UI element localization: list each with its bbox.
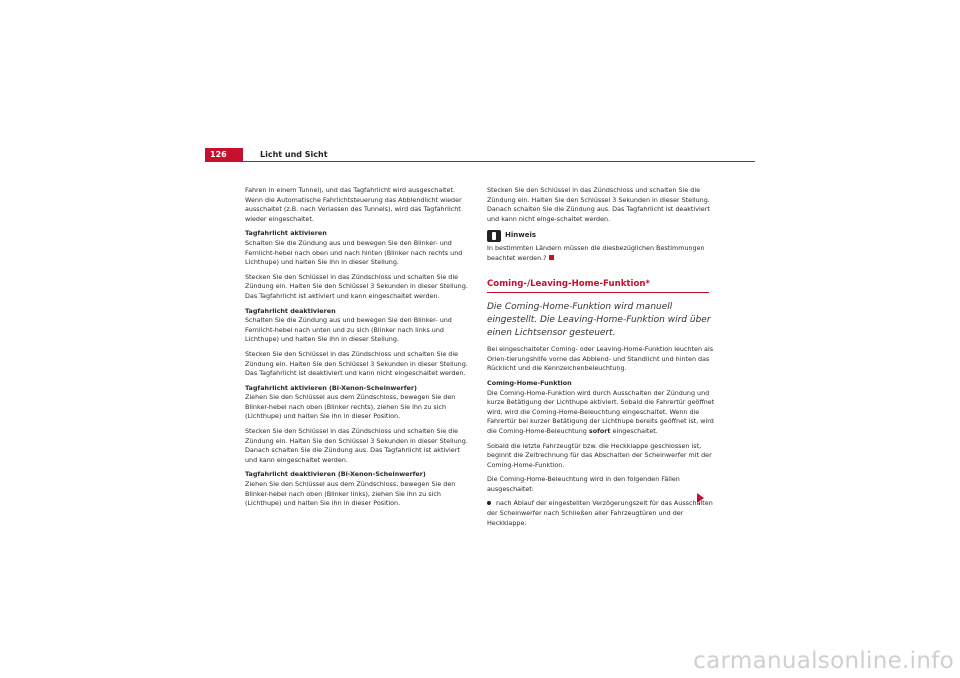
note-text: In bestimmten Ländern müssen die diesbezüglichen Bestimmungen beachtet werden.? — [487, 244, 705, 262]
lead-text: Die Coming-Home-Funktion wird manuell eingestellt. Die Leaving-Home-Funktion wird über einen Lichtsensor gesteuert. — [487, 302, 711, 339]
section-heading: Coming-/Leaving-Home-Funktion* — [487, 278, 650, 289]
paragraph: Schalten Sie die Zündung aus und bewegen Sie den Blinker- und Fernlicht-hebel nach oben und nach hinten (Blinker nach rechts und Lichthupe) und halten Sie ihn in dieser Stellung. — [245, 238, 463, 267]
subheading: Tagfahrlicht deaktivieren — [245, 306, 336, 315]
bullet-icon — [487, 501, 491, 505]
paragraph: Sobald die letzte Fahrzeugtür bzw. die Heckklappe geschlossen ist, beginnt die Zeitrechnung für das Abschalten der Scheinwerfer mit der Coming-Home-Funktion. — [487, 441, 712, 469]
paragraph: Bei eingeschalteter Coming- oder Leaving-Home-Funktion leuchten als Orien-tierungshilfe vorne das Abblend- und Standlicht und hinten das Rücklicht und die Kennzeichenbeleuchtung. — [487, 345, 714, 373]
left-column — [245, 186, 473, 514]
subheading: Tagfahrlicht aktivieren — [245, 229, 327, 238]
subheading: Tagfahrlicht deaktivieren (Bi-Xenon-Scheinwerfer) — [245, 470, 426, 479]
paragraph: Schalten Sie die Zündung aus und bewegen Sie den Blinker- und Fernlicht-hebel nach unten und zu sich (Blinker nach links und Lichthupe) und halten Sie ihn in dieser Stellung. — [245, 316, 452, 344]
paragraph: Stecken Sie den Schlüssel in das Zündschloss und schalten Sie die Zündung ein. Halten Sie den Schlüssel 3 Sekunden in dieser Stellung. Das Tagfahrlicht ist deaktiviert und kann nicht eingeschaltet werden. — [245, 349, 468, 378]
paragraph: Stecken Sie den Schlüssel in das Zündschloss und schalten Sie die Zündung ein. Halten Sie den Schlüssel 3 Sekunden in dieser Stellung. Danach schalten Sie die Zündung aus. Das Tagfahrlicht ist aktiviert und kann eingeschaltet werden. — [245, 427, 468, 464]
paragraph: Stecken Sie den Schlüssel in das Zündschloss und schalten Sie die Zündung ein. Halten Sie den Schlüssel 3 Sekunden in dieser Stellung. Das Tagfahrlicht ist aktiviert und kann eingeschaltet werden. — [245, 272, 468, 300]
paragraph: Stecken Sie den Schlüssel in das Zündschloss und schalten Sie die Zündung ein. Halten Sie den Schlüssel 3 Sekunden in dieser Stellung. Danach schalten Sie die Zündung aus. Das Tagfahrlicht ist deaktiviert und kann nicht einge-schaltet werden. — [487, 186, 710, 223]
paragraph: Ziehen Sie den Schlüssel aus dem Zündschloss, bewegen Sie den Blinker-hebel nach oben (Blinker links), ziehen Sie ihn zu sich (Lichthupe) und halten Sie ihn in dieser Position. — [245, 480, 456, 508]
section-divider — [487, 292, 709, 293]
continue-arrow-icon — [697, 493, 704, 503]
list-item: nach Ablauf der eingestellten Verzögerungszeit für das Ausschalten der Scheinwerfer nach Schließen aller Fahrzeugtüren und der Heckklappe. — [487, 499, 713, 527]
watermark: carmanualsonline.info — [693, 648, 954, 674]
paragraph: Ziehen Sie den Schlüssel aus dem Zündschloss, bewegen Sie den Blinker-hebel nach oben (Blinker rechts), ziehen Sie ihn zu sich (Lichthupe) und halten Sie ihn in dieser Position. — [245, 393, 456, 421]
paragraph: Die Coming-Home-Funktion wird durch Ausschalten der Zündung und kurze Betätigung der Lichthupe aktiviert. Sobald die Fahrertür geöffnet wird, wird die Coming-Home-Beleuchtung eingeschaltet. Wenn die Fahrertür bei kurzer Betätigung der Lichthupe bereits geöffnet ist, wird die Coming-Home-Beleuchtung sofort eingeschaltet. — [487, 388, 715, 435]
paragraph: Die Coming-Home-Beleuchtung wird in den folgenden Fällen ausgeschaltet: — [487, 475, 680, 493]
end-of-section-mark — [549, 255, 554, 260]
note-icon — [487, 230, 501, 242]
page-number: 126 — [205, 148, 243, 161]
note-box — [487, 230, 715, 263]
note-title: Hinweis — [505, 231, 537, 240]
subheading: Tagfahrlicht aktivieren (Bi-Xenon-Scheinwerfer) — [245, 383, 417, 392]
paragraph: Fahren in einem Tunnel), und das Tagfahrlicht wird ausgeschaltet. Wenn die Automatische Fahrlichtsteuerung das Abblendlicht wieder ausschaltet (z.B. nach Verlassen des Tunnels), wird das Tagfahrlicht wieder eingeschaltet. — [245, 186, 462, 223]
right-column — [487, 186, 715, 533]
section-title: Licht und Sicht — [260, 150, 328, 159]
header-divider — [205, 161, 755, 162]
subheading: Coming-Home-Funktion — [487, 378, 572, 387]
emphasis: sofort — [588, 426, 611, 435]
